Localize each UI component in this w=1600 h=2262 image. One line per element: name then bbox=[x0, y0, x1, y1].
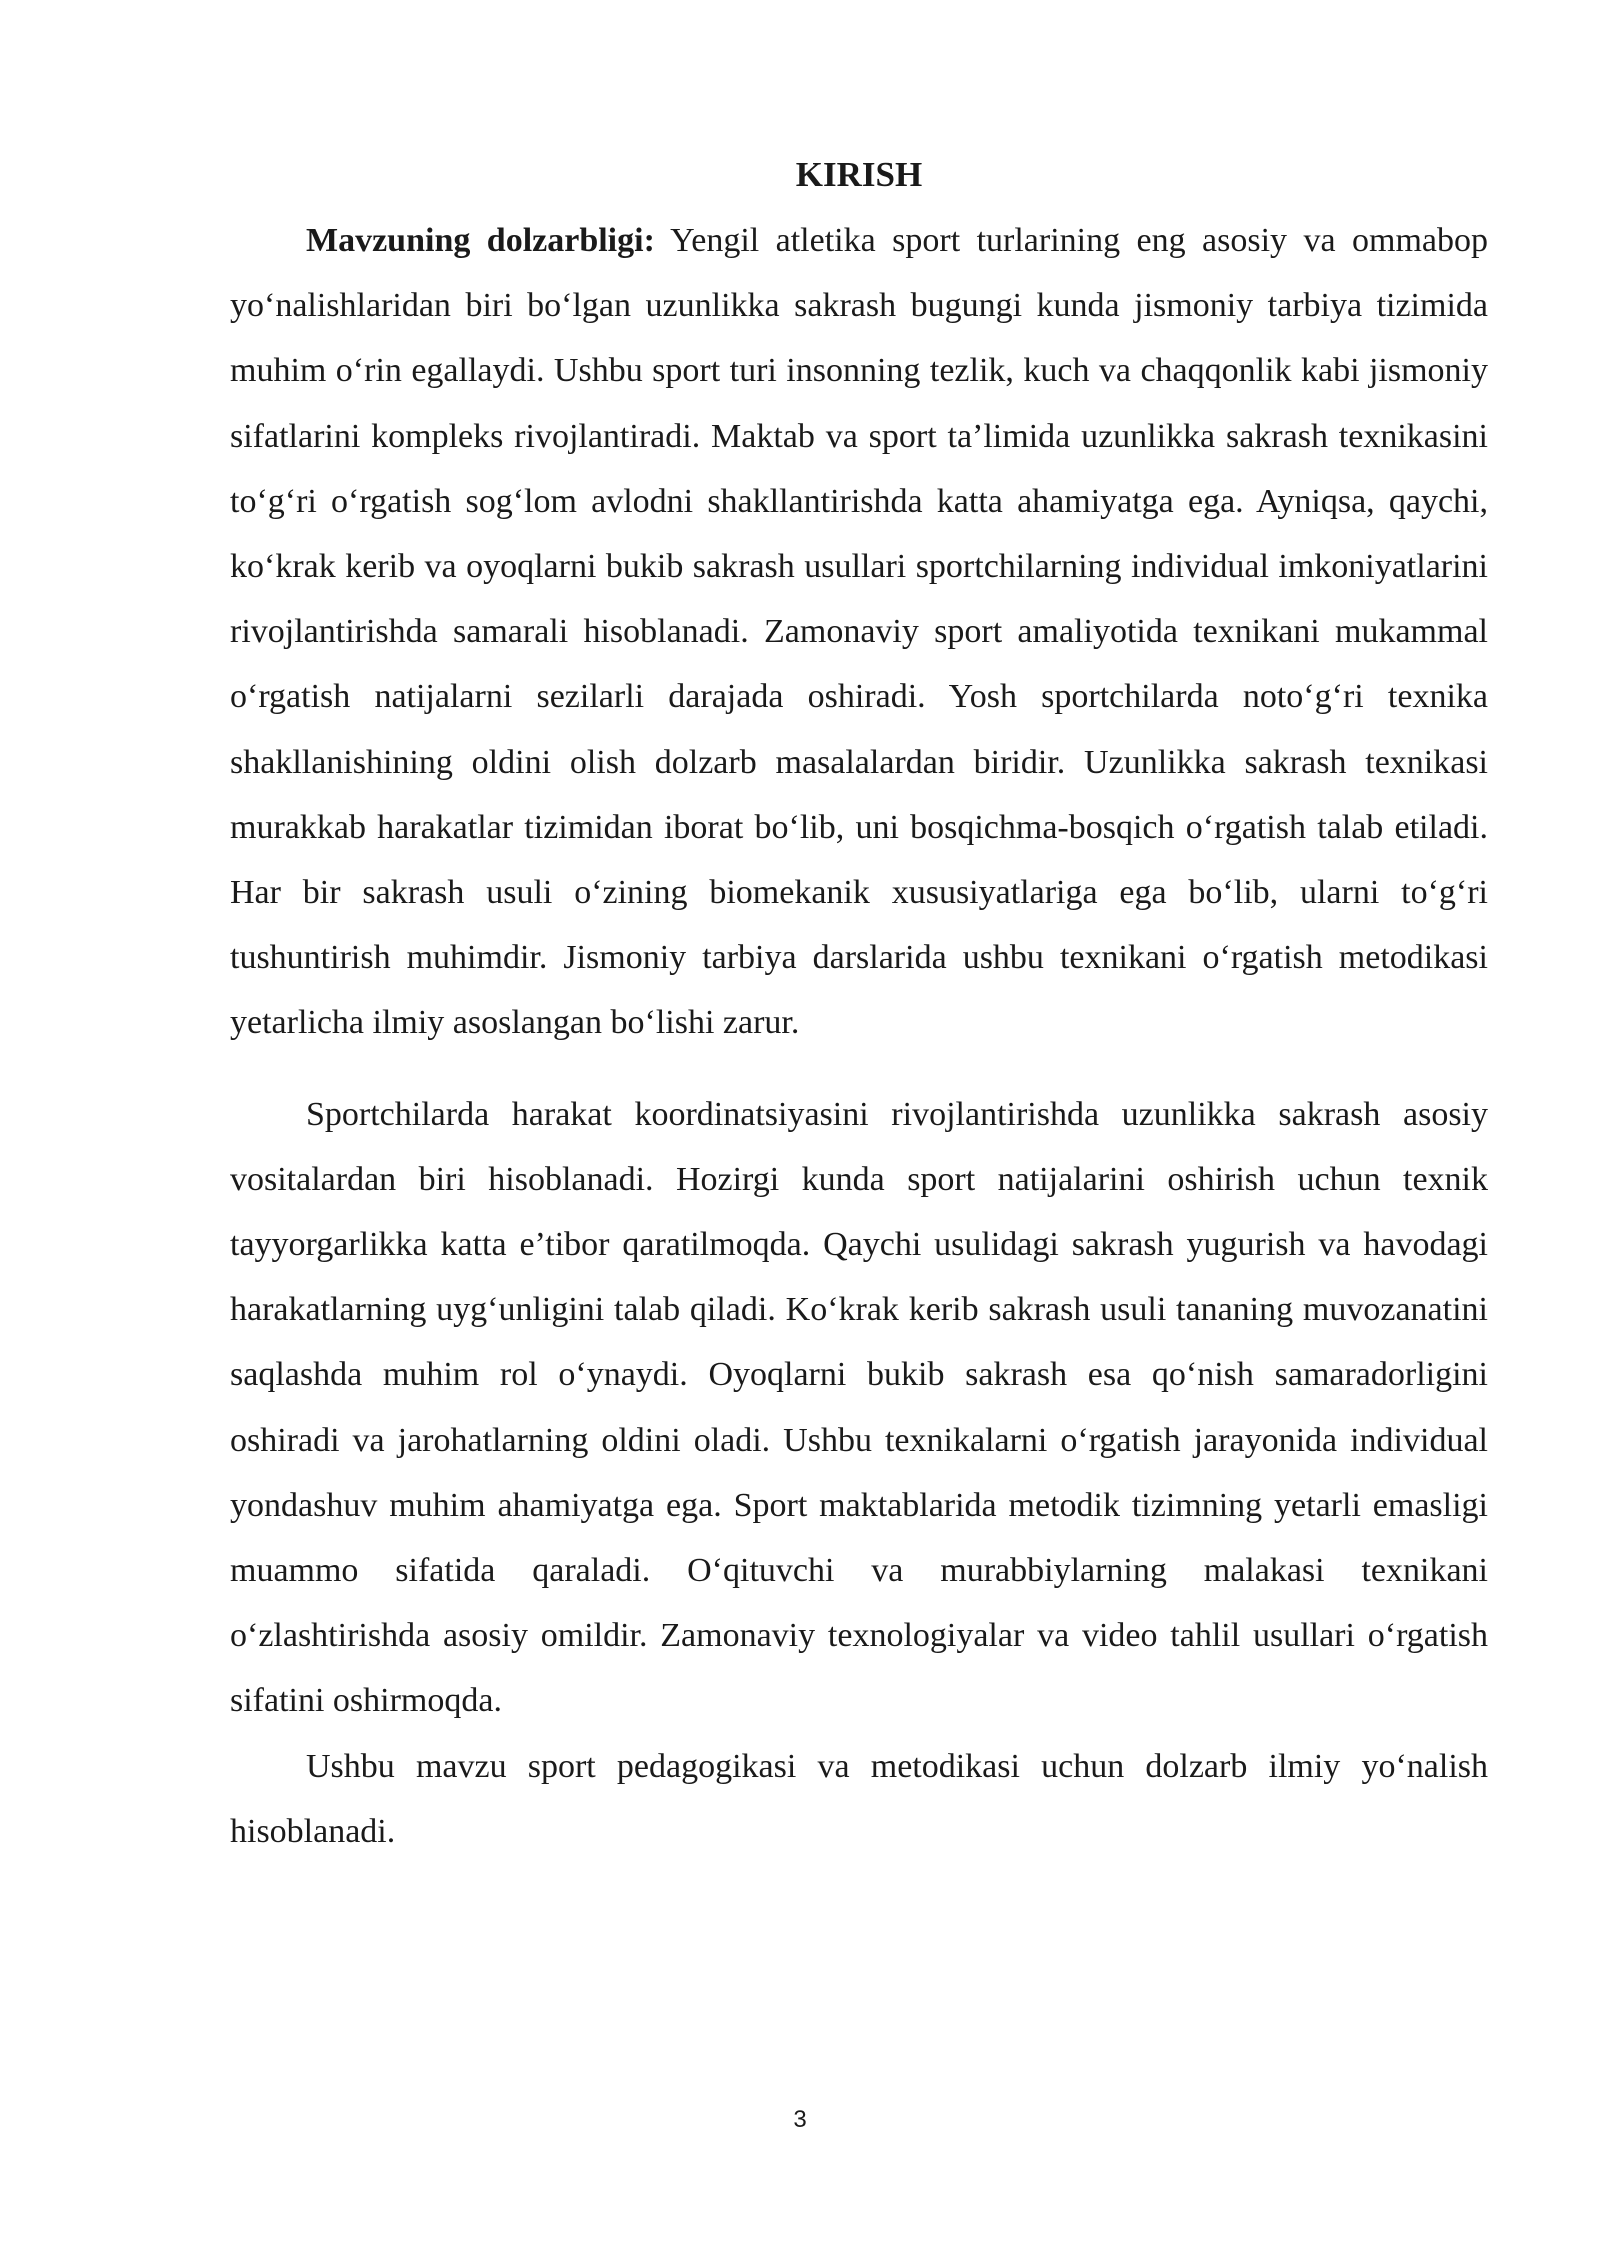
paragraph-relevance bbox=[230, 208, 1488, 1056]
paragraph-conclusion: Ushbu mavzu sport pedagogikasi va metodikasi uchun dolzarb ilmiy yo‘nalish hisoblanadi. bbox=[230, 1747, 1488, 1850]
page-content bbox=[230, 150, 1488, 1864]
relevance-body-text: Yengil atletika sport turlarining eng asosiy va ommabop yo‘nalishlaridan biri bo‘lgan uzunlikka sakrash bugungi kunda jismoniy tarbiya tizimida muhim o‘rin egallaydi. Ushbu sport turi insonning tezlik, kuch va chaqqonlik kabi jismoniy sifatlarini kompleks rivojlantiradi. Maktab va sport ta’limida uzunlikka sakrash texnikasini to‘g‘ri o‘rgatish sog‘lom avlodni shakllantirishda katta ahamiyatga ega. Ayniqsa, qaychi, ko‘krak kerib va oyoqlarni bukib sakrash usullari sportchilarning individual imkoniyatlarini rivojlantirishda samarali hisoblanadi. Zamonaviy sport amaliyotida texnikani mukammal o‘rgatish natijalarni sezilarli darajada oshiradi. Yosh sportchilarda noto‘g‘ri texnika shakllanishining oldini olish dolzarb masalalardan biridir. Uzunlikka sakrash texnikasi murakkab harakatlar tizimidan iborat bo‘lib, uni bosqichma-bosqich o‘rgatish talab etiladi. Har bir sakrash usuli o‘zining biomekanik xususiyatlariga ega bo‘lib, ularni to‘g‘ri tushuntirish muhimdir. Jismoniy tarbiya darslarida ushbu texnikani o‘rgatish metodikasi yetarlicha ilmiy asoslangan bo‘lishi zarur. bbox=[230, 222, 1488, 1042]
page-number: 3 bbox=[793, 2106, 807, 2133]
paragraph-coordination: Sportchilarda harakat koordinatsiyasini rivojlantirishda uzunlikka sakrash asosiy vositalardan biri hisoblanadi. Hozirgi kunda sport natijalarini oshirish uchun texnik tayyorgarlikka katta e’tibor qaratilmoqda. Qaychi usulidagi sakrash yugurish va havodagi harakatlarning uyg‘unligini talab qiladi. Ko‘krak kerib sakrash usuli tananing muvozanatini saqlashda muhim rol o‘ynaydi. Oyoqlarni bukib sakrash esa qo‘nish samaradorligini oshiradi va jarohatlarning oldini oladi. Ushbu texnikalarni o‘rgatish jarayonida individual yondashuv muhim ahamiyatga ega. Sport maktablarida metodik tizimning yetarli emasligi muammo sifatida qaraladi. O‘qituvchi va murabbiylarning malakasi texnikani o‘zlashtirishda asosiy omildir. Zamonaviy texnologiyalar va video tahlil usullari o‘rgatish sifatini oshirmoqda. bbox=[230, 1095, 1488, 1720]
relevance-lead-label: Mavzuning dolzarbligi: bbox=[306, 222, 655, 259]
section-heading: KIRISH bbox=[795, 155, 923, 194]
